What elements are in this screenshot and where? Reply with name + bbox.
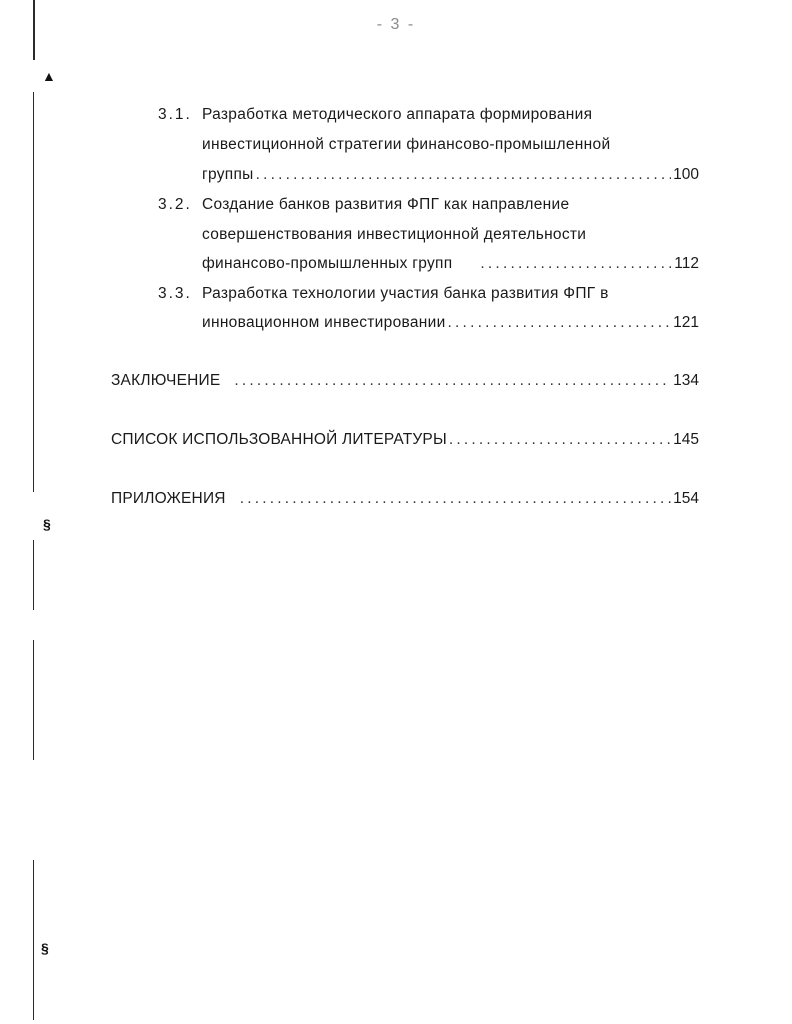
dot-leader — [448, 308, 672, 338]
toc-entry-text: Разработка методического аппарата формирования — [202, 106, 593, 123]
toc-section-title: ЗАКЛЮЧЕНИЕ — [111, 372, 221, 389]
dot-leader — [240, 484, 671, 514]
dot-leader — [480, 249, 672, 279]
toc-page-number: 145 — [673, 431, 699, 448]
toc-entry-number: 3.1. — [158, 106, 192, 123]
toc-page-number: 121 — [673, 314, 699, 331]
toc-entry-number: 3.3. — [158, 285, 192, 302]
dot-leader — [449, 425, 671, 455]
margin-line — [33, 92, 34, 492]
margin-line — [33, 540, 34, 610]
toc-entry-line — [202, 249, 699, 279]
toc-section-title: СПИСОК ИСПОЛЬЗОВАННОЙ ЛИТЕРАТУРЫ — [111, 431, 447, 448]
hole-punch-mark: § — [41, 940, 49, 956]
page-number: - 3 - — [376, 16, 416, 33]
margin-line — [33, 0, 35, 60]
hole-punch-mark: ▲ — [42, 68, 56, 84]
hole-punch-mark: § — [43, 516, 51, 532]
toc-entry-text: финансово-промышленных групп — [202, 255, 453, 272]
toc-entry-text: группы — [202, 166, 254, 183]
toc-section-line — [111, 425, 699, 455]
toc-entry-text: Разработка технологии участия банка развития ФПГ в — [202, 285, 609, 302]
margin-line — [33, 640, 34, 760]
toc-page-number: 100 — [673, 166, 699, 183]
toc-page-number: 112 — [674, 255, 699, 272]
dot-leader — [234, 366, 671, 396]
toc-entry-number: 3.2. — [158, 196, 192, 213]
toc-section-title: ПРИЛОЖЕНИЯ — [111, 490, 226, 507]
dot-leader — [256, 160, 672, 190]
toc-section-line — [111, 366, 699, 396]
toc-page-number: 134 — [673, 372, 699, 389]
toc-entry-line — [202, 220, 698, 250]
toc-entry-text: Создание банков развития ФПГ как направление — [202, 196, 570, 213]
toc-entry-line — [158, 279, 698, 309]
toc-entry-text: совершенствования инвестиционной деятельности — [202, 226, 587, 243]
toc-entry-line — [158, 190, 698, 220]
toc-entry-text: инвестиционной стратегии финансово-промышленной — [202, 136, 611, 153]
toc-entry-line — [158, 100, 698, 130]
margin-line — [33, 860, 34, 1020]
toc-section-line — [111, 484, 699, 514]
toc-page-number: 154 — [673, 490, 699, 507]
toc-entry-line — [202, 308, 699, 338]
toc-entry-line — [202, 160, 699, 190]
toc-entry-line — [202, 130, 698, 160]
toc-entry-text: инновационном инвестировании — [202, 314, 446, 331]
